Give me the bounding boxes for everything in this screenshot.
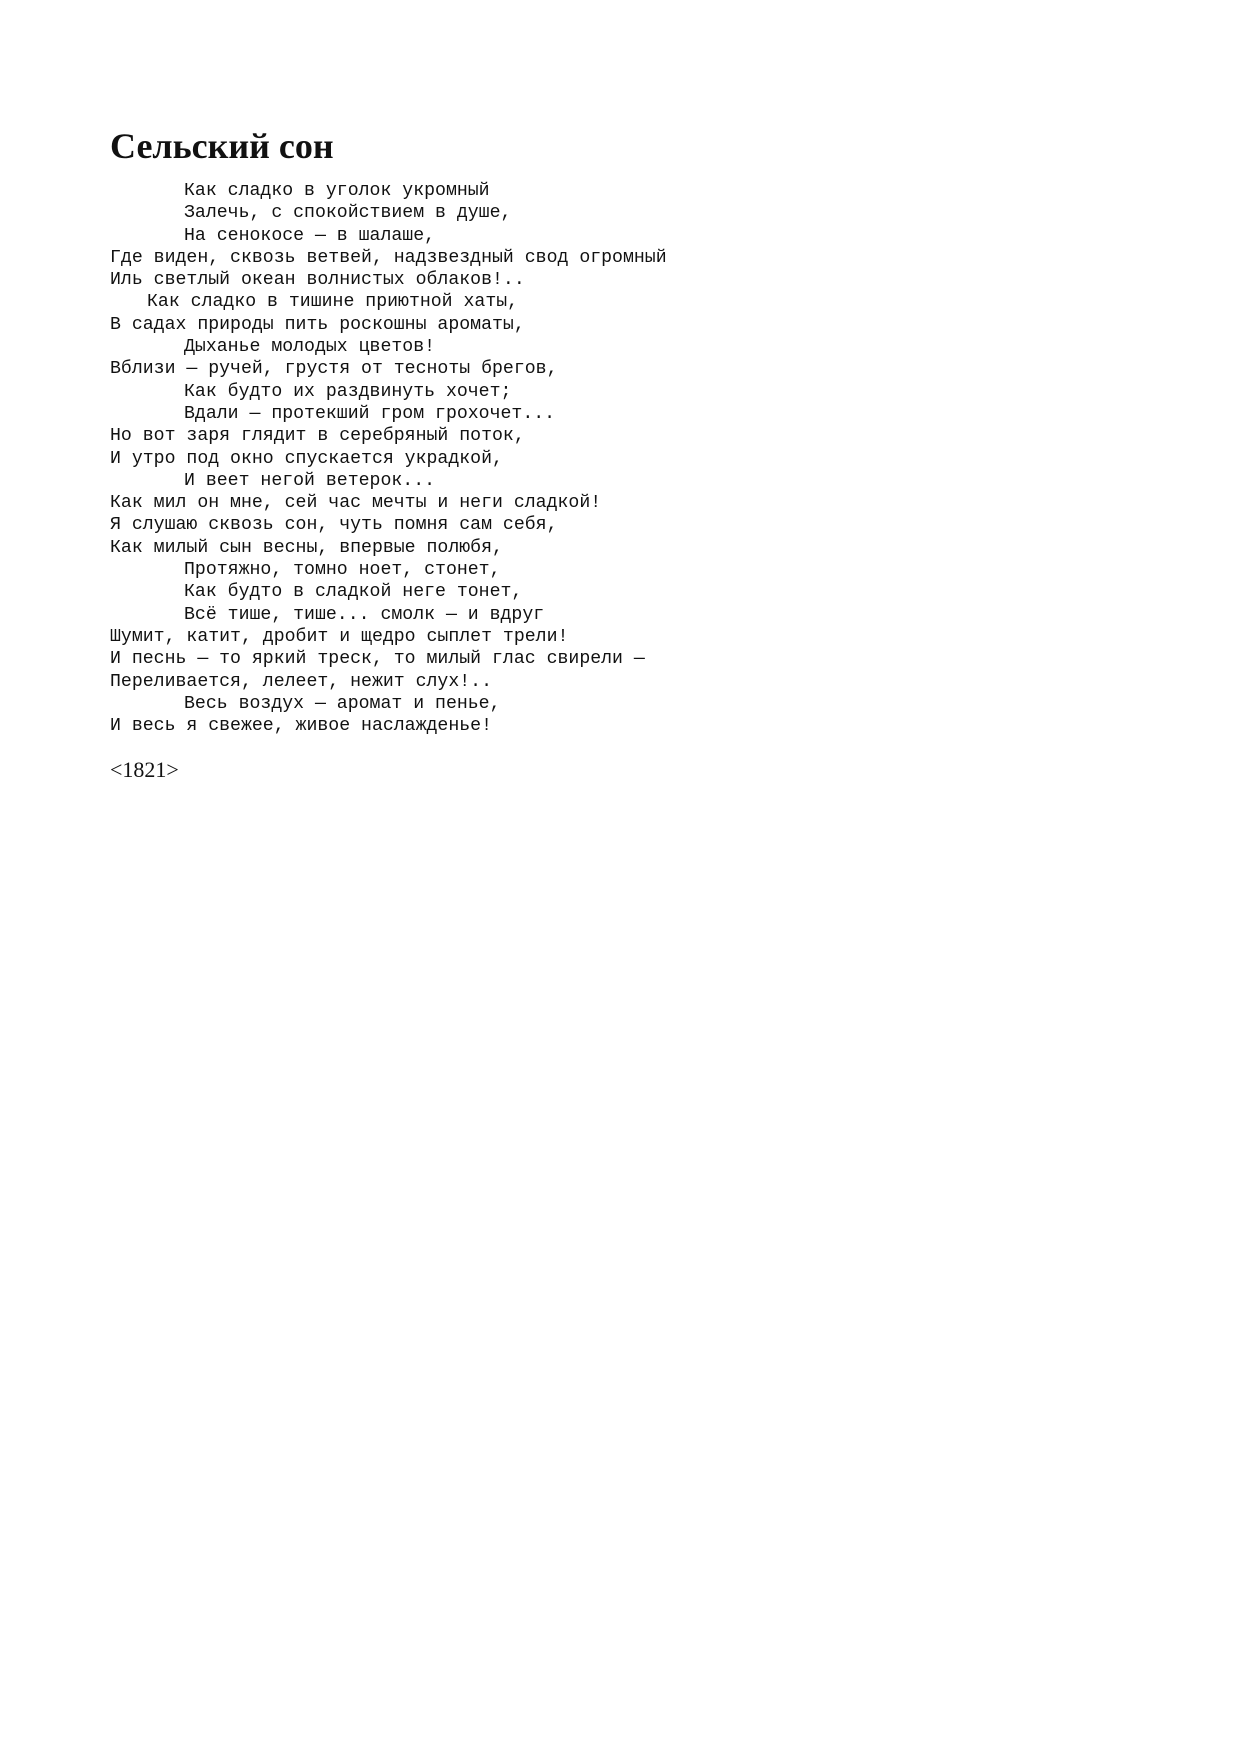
poem-line: Вдали — протекший гром грохочет... (184, 403, 556, 424)
poem-line: И весь я свежее, живое наслажденье! (110, 716, 492, 737)
poem-line: Протяжно, томно ноет, стонет, (184, 560, 501, 581)
poem-date: <1821> (110, 757, 179, 783)
poem-line: Шумит, катит, дробит и щедро сыплет трели! (110, 626, 569, 647)
poem-title: Сельский сон (110, 126, 334, 166)
poem-line: И песнь — то яркий треск, то милый глас свирели — (110, 649, 645, 670)
poem-line: Как милый сын весны, впервые полюбя, (110, 537, 503, 558)
poem-line: Как сладко в уголок укромный (184, 181, 490, 201)
poem-line: Переливается, лелеет, нежит слух!.. (110, 671, 492, 692)
poem-line: Вблизи — ручей, грустя от тесноты брегов, (110, 359, 558, 380)
poem-line: Как будто их раздвинуть хочет; (184, 381, 512, 402)
poem-line: На сенокосе — в шалаше, (184, 225, 436, 246)
poem-line: Но вот заря глядит в серебряный поток, (110, 426, 525, 447)
poem-line: Иль светлый океан волнистых облаков!.. (110, 270, 525, 291)
poem-line: Как мил он мне, сей час мечты и неги сладкой! (110, 493, 602, 514)
poem-line: Как сладко в тишине приютной хаты, (147, 292, 519, 313)
poem-line: Весь воздух — аромат и пенье, (184, 693, 501, 714)
poem-line: Дыханье молодых цветов! (184, 337, 436, 358)
poem-line: Я слушаю сквозь сон, чуть помня сам себя, (110, 515, 558, 536)
poem-line: Всё тише, тише... смолк — и вдруг (184, 604, 545, 625)
poem-line: Где виден, сквозь ветвей, надзвездный свод огромный (110, 247, 667, 268)
poem-line: И веет негой ветерок... (184, 470, 436, 491)
poem-line: Как будто в сладкой неге тонет, (184, 582, 523, 603)
poem-line: И утро под окно спускается украдкой, (110, 448, 503, 469)
poem-line: Залечь, с спокойствием в душе, (184, 203, 512, 224)
poem-line: В садах природы пить роскошны ароматы, (110, 314, 525, 335)
document-page (110, 124, 1160, 783)
poem-body (110, 180, 1160, 737)
